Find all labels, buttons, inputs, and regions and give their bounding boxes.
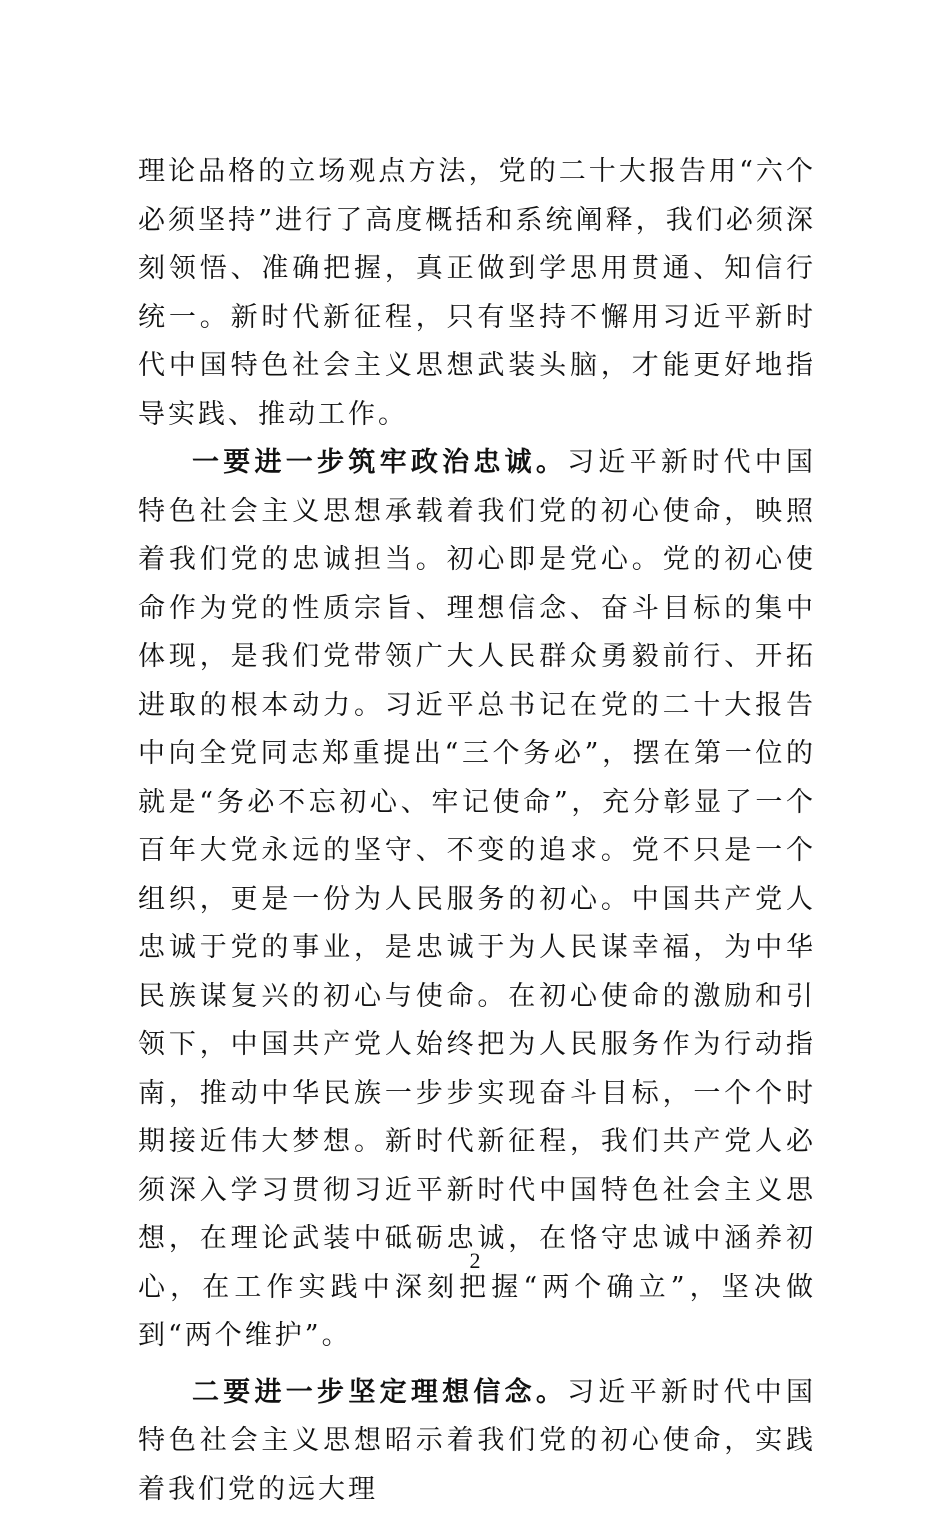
body-text — [138, 148, 816, 1514]
paragraph-2-text: 习近平新时代中国特色社会主义思想承载着我们党的初心使命，映照着我们党的忠诚担当。初心即是党心。党的初心使命作为党的性质宗旨、理想信念、奋斗目标的集中体现，是我们党带领广大人民群众勇毅前行、开拓进取的根本动力。习近平总书记在党的二十大报告中向全党同志郑重提出“三个务必”，摆在第一位的就是“务必不忘初心、牢记使命”，充分彰显了一个百年大党永远的坚守、不变的追求。党不只是一个组织，更是一份为人民服务的初心。中国共产党人忠诚于党的事业，是忠诚于为人民谋幸福，为中华民族谋复兴的初心与使命。在初心使命的激励和引领下，中国共产党人始终把为人民服务作为行动指南，推动中华民族一步步实现奋斗目标，一个个时期接近伟大梦想。新时代新征程，我们共产党人必须深入学习贯彻习近平新时代中国特色社会主义思想，在理论武装中砥砺忠诚，在恪守忠诚中涵养初心，在工作实践中深刻把握“两个确立”，坚决做到“两个维护”。 — [138, 447, 816, 1351]
paragraph-2 — [138, 439, 816, 1361]
paragraph-3-heading: 二要进一步坚定理想信念。 — [192, 1377, 567, 1408]
paragraph-1 — [138, 148, 816, 439]
paragraph-1-text: 理论品格的立场观点方法，党的二十大报告用“六个必须坚持”进行了高度概括和系统阐释，我们必须深刻领悟、准确把握，真正做到学思用贯通、知信行统一。新时代新征程，只有坚持不懈用习近平新时代中国特色社会主义思想武装头脑，才能更好地指导实践、推动工作。 — [138, 156, 816, 430]
paragraph-3-text: 习近平新时代中国特色社会主义思想昭示着我们党的初心使命，实践着我们党的远大理 — [138, 1377, 816, 1505]
paragraph-3 — [138, 1369, 816, 1514]
paragraph-2-heading: 一要进一步筑牢政治忠诚。 — [192, 447, 567, 478]
page-number: 2 — [0, 1248, 950, 1274]
